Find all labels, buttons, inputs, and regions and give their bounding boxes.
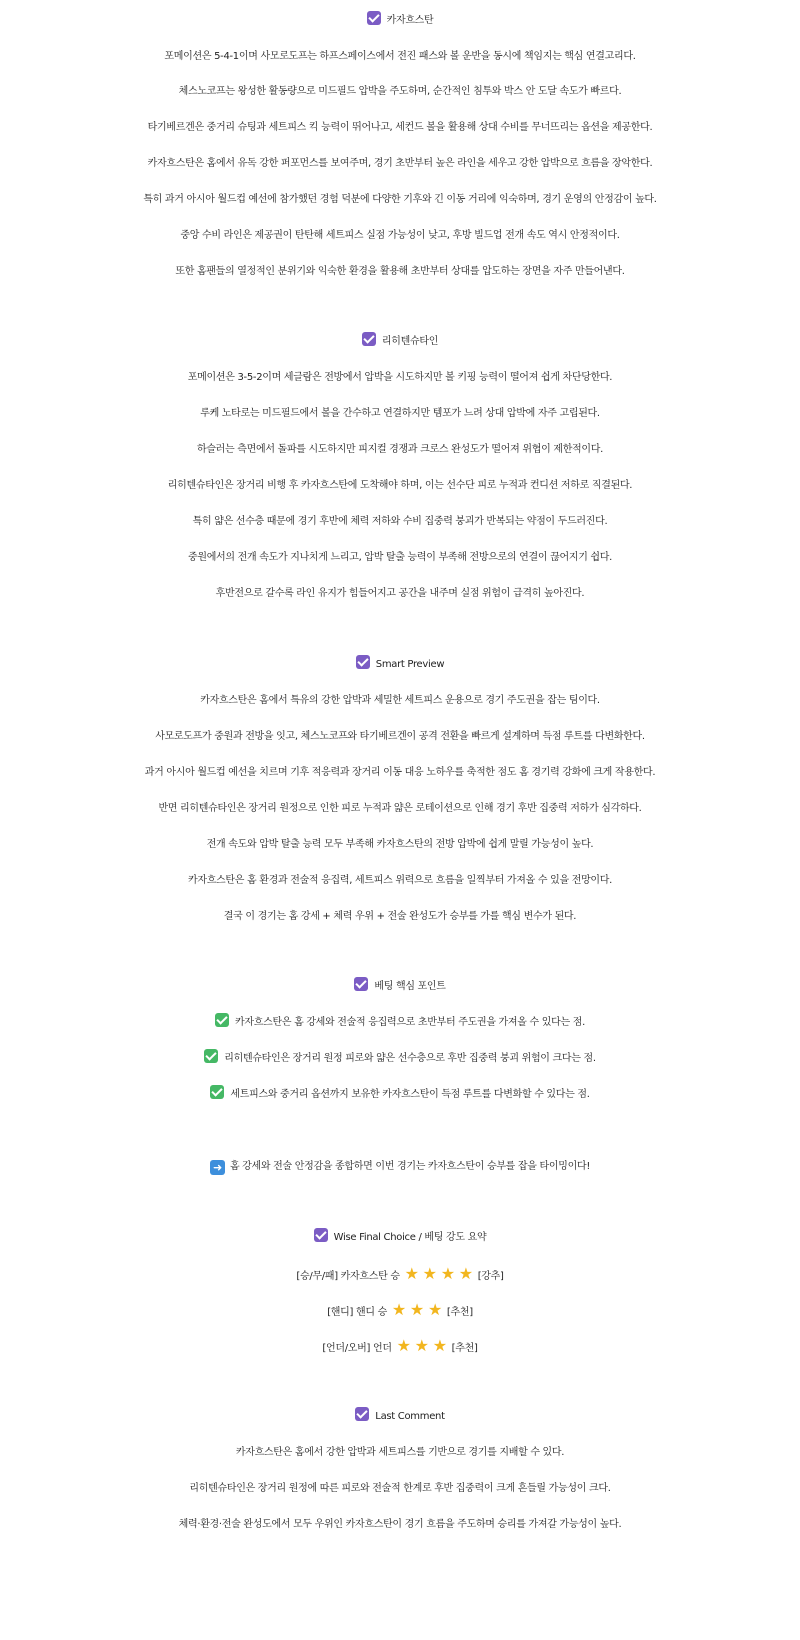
paragraph-line: 포메이션은 5-4-1이며 사모로도프는 하프스페이스에서 전진 패스와 볼 운반을 동시에 책임지는 핵심 연결고리다. — [164, 51, 636, 62]
paragraph-line: 결국 이 경기는 홈 강세 + 체력 우위 + 전술 완성도가 승부를 가를 핵심 변수가 된다. — [223, 911, 577, 922]
section-heading-betting-points: 베팅 핵심 포인트 — [0, 977, 800, 997]
section-heading-last-comment: Last Comment — [0, 1407, 800, 1427]
checkbox-icon — [355, 1407, 369, 1421]
checkbox-icon — [354, 977, 368, 991]
betting-point: 리히텐슈타인은 장거리 원정 피로와 얇은 선수층으로 후반 집중력 붕괴 위험이 크다는 점. — [0, 1049, 800, 1069]
paragraph-line: 카자흐스탄은 홈 환경과 전술적 응집력, 세트피스 위력으로 흐름을 일찍부터 가져올 수 있을 전망이다. — [187, 875, 613, 886]
paragraph-line: 카자흐스탄은 홈에서 강한 압박과 세트피스를 기반으로 경기를 지배할 수 있다. — [235, 1447, 565, 1458]
star-icon: ★ — [440, 1264, 455, 1283]
paragraph-line: 체력·환경·전술 완성도에서 모두 우위인 카자흐스탄이 경기 흐름을 주도하며 승리를 가져갈 가능성이 높다. — [178, 1519, 622, 1530]
star-icon: ★ — [414, 1336, 429, 1355]
pick-row — [0, 1300, 800, 1323]
strength-label: [추천] — [446, 1307, 473, 1318]
paragraph-line: 특히 과거 아시아 월드컵 예선에 참가했던 경험 덕분에 다양한 기후와 긴 이동 거리에 익숙하며, 경기 운영의 안정감이 높다. — [143, 194, 657, 205]
paragraph-line: 리히텐슈타인은 장거리 비행 후 카자흐스탄에 도착해야 하며, 이는 선수단 피로 누적과 컨디션 저하로 직결된다. — [167, 480, 633, 491]
paragraph-line: 전개 속도와 압박 탈출 능력 모두 부족해 카자흐스탄의 전방 압박에 쉽게 말릴 가능성이 높다. — [206, 839, 594, 850]
right-arrow-icon: ➜ — [210, 1160, 225, 1175]
paragraph-line: 하슬러는 측면에서 돌파를 시도하지만 피지컬 경쟁과 크로스 완성도가 떨어져 위협이 제한적이다. — [196, 444, 604, 455]
pick-label: [언더/오버] 언더 — [322, 1343, 392, 1354]
star-rating — [403, 1264, 475, 1283]
pick-label: [승/무/패] 카자흐스탄 승 — [296, 1271, 400, 1282]
checkbox-icon — [314, 1228, 328, 1242]
star-icon: ★ — [404, 1264, 419, 1283]
paragraph-line: 중원에서의 전개 속도가 지나치게 느리고, 압박 탈출 능력이 부족해 전방으로의 연결이 끊어지기 쉽다. — [187, 552, 613, 563]
pick-row — [0, 1336, 800, 1359]
check-mark-icon — [215, 1013, 229, 1027]
betting-conclusion: ➜ 홈 강세와 전술 안정감을 종합하면 이번 경기는 카자흐스탄이 승부를 잡을 타이밍이다! — [0, 1157, 800, 1177]
paragraph-line: 반면 리히텐슈타인은 장거리 원정으로 인한 피로 누적과 얇은 로테이션으로 인해 경기 후반 집중력 저하가 심각하다. — [158, 803, 642, 814]
section-heading-smart-preview: Smart Preview — [0, 655, 800, 675]
star-rating — [390, 1300, 444, 1319]
paragraph-line: 후반전으로 갈수록 라인 유지가 힘들어지고 공간을 내주며 실점 위험이 급격히 높아진다. — [215, 588, 585, 599]
paragraph-line: 포메이션은 3-5-2이며 세글람은 전방에서 압박을 시도하지만 볼 키핑 능력이 떨어져 쉽게 차단당한다. — [187, 372, 613, 383]
check-mark-icon — [204, 1049, 218, 1063]
star-icon: ★ — [396, 1336, 411, 1355]
paragraph-line: 또한 홈팬들의 열정적인 분위기와 익숙한 환경을 활용해 초반부터 상대를 압도하는 장면을 자주 만들어낸다. — [175, 266, 625, 277]
checkbox-icon — [367, 11, 381, 25]
section-heading-kazakhstan: 카자흐스탄 — [0, 11, 800, 31]
betting-point: 세트피스와 중거리 옵션까지 보유한 카자흐스탄이 득점 루트를 다변화할 수 있다는 점. — [0, 1085, 800, 1105]
paragraph-line: 카자흐스탄은 홈에서 유독 강한 퍼포먼스를 보여주며, 경기 초반부터 높은 라인을 세우고 강한 압박으로 흐름을 장악한다. — [147, 158, 653, 169]
paragraph-line: 중앙 수비 라인은 제공권이 탄탄해 세트피스 실점 가능성이 낮고, 후방 빌드업 전개 속도 역시 안정적이다. — [180, 230, 620, 241]
check-mark-icon — [210, 1085, 224, 1099]
paragraph-line: 루케 노타로는 미드필드에서 볼을 간수하고 연결하지만 템포가 느려 상대 압박에 자주 고립된다. — [200, 408, 600, 419]
paragraph-line: 카자흐스탄은 홈에서 특유의 강한 압박과 세밀한 세트피스 운용으로 경기 주도권을 잡는 팀이다. — [200, 695, 600, 706]
star-icon: ★ — [427, 1300, 442, 1319]
betting-point: 카자흐스탄은 홈 강세와 전술적 응집력으로 초반부터 주도권을 가져올 수 있다는 점. — [0, 1013, 800, 1033]
paragraph-line: 사모로도프가 중원과 전방을 잇고, 체스노코프와 타기베르겐이 공격 전환을 빠르게 설계하며 득점 루트를 다변화한다. — [155, 731, 645, 742]
pick-row — [0, 1264, 800, 1287]
star-icon: ★ — [432, 1336, 447, 1355]
paragraph-line: 과거 아시아 월드컵 예선을 치르며 기후 적응력과 장거리 이동 대응 노하우를 축적한 점도 홈 경기력 강화에 크게 작용한다. — [144, 767, 656, 778]
paragraph-line: 타기베르겐은 중거리 슈팅과 세트피스 킥 능력이 뛰어나고, 세컨드 볼을 활용해 상대 수비를 무너뜨리는 옵션을 제공한다. — [147, 122, 653, 133]
section-heading-final-choice: Wise Final Choice / 베팅 강도 요약 — [0, 1228, 800, 1248]
strength-label: [강추] — [477, 1271, 504, 1282]
star-icon: ★ — [409, 1300, 424, 1319]
star-rating — [395, 1336, 449, 1355]
pick-label: [핸디] 핸디 승 — [327, 1307, 387, 1318]
paragraph-line: 특히 얇은 선수층 때문에 경기 후반에 체력 저하와 수비 집중력 붕괴가 반복되는 약점이 두드러진다. — [192, 516, 608, 527]
paragraph-line: 체스노코프는 왕성한 활동량으로 미드필드 압박을 주도하며, 순간적인 침투와 박스 안 도달 속도가 빠르다. — [178, 86, 622, 97]
checkbox-icon — [362, 332, 376, 346]
section-heading-liechtenstein: 리히텐슈타인 — [0, 332, 800, 352]
strength-label: [추천] — [451, 1343, 478, 1354]
checkbox-icon — [356, 655, 370, 669]
star-icon: ★ — [391, 1300, 406, 1319]
star-icon: ★ — [422, 1264, 437, 1283]
star-icon: ★ — [458, 1264, 473, 1283]
paragraph-line: 리히텐슈타인은 장거리 원정에 따른 피로와 전술적 한계로 후반 집중력이 크게 흔들릴 가능성이 크다. — [189, 1483, 611, 1494]
